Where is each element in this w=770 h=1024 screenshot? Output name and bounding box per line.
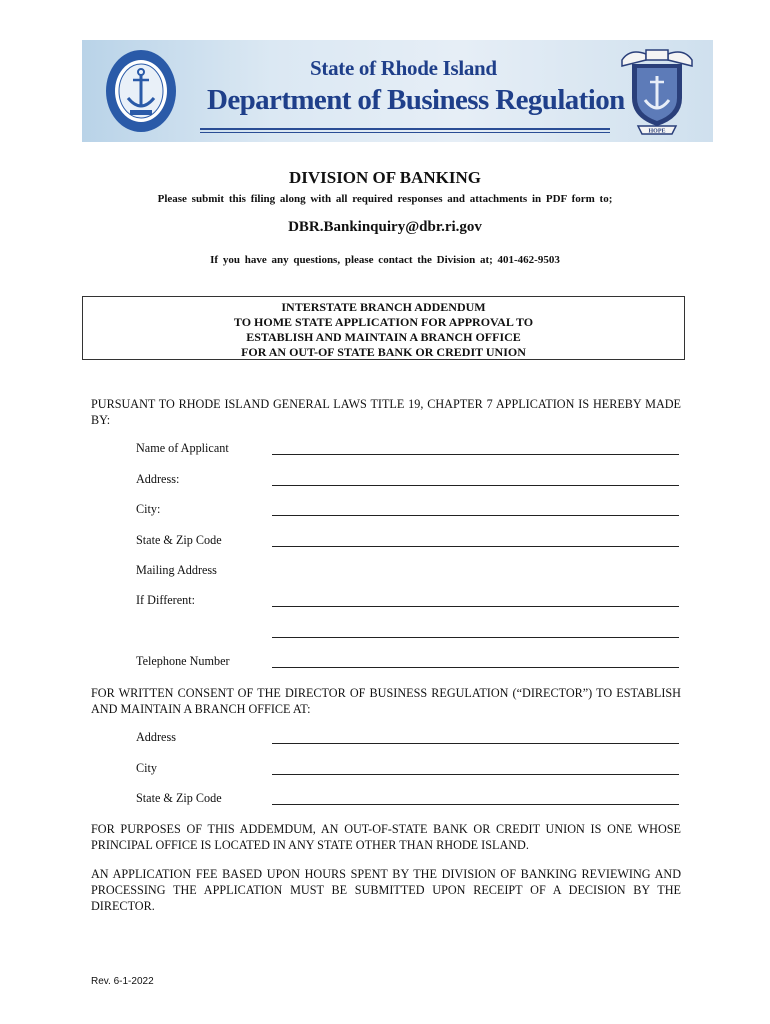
addendum-line-1: INTERSTATE BRANCH ADDENDUM — [281, 300, 486, 314]
revision-date: Rev. 6-1-2022 — [91, 976, 154, 987]
addendum-title-box — [82, 296, 685, 360]
addendum-line-4: FOR AN OUT-OF STATE BANK OR CREDIT UNION — [241, 345, 526, 359]
submission-email: DBR.Bankinquiry@dbr.ri.gov — [288, 219, 482, 235]
applicant-city-field[interactable] — [272, 515, 679, 516]
branch-city-field[interactable] — [272, 774, 679, 775]
applicant-name-field[interactable] — [272, 454, 679, 455]
branch-state-zip-field[interactable] — [272, 804, 679, 805]
contact-line: If you have any questions, please contact the Division at; 401-462-9503 — [210, 254, 560, 266]
branch-state-zip-label: State & Zip Code — [136, 791, 222, 805]
consent-paragraph: FOR WRITTEN CONSENT OF THE DIRECTOR OF BUSINESS REGULATION (“DIRECTOR”) TO ESTABLISH AND MAINTAIN A BRANCH OFFICE AT: — [91, 686, 681, 716]
department-seal-icon — [104, 48, 178, 134]
applicant-state-zip-field[interactable] — [272, 546, 679, 547]
if-different-label: If Different: — [136, 593, 195, 607]
applicant-address-field[interactable] — [272, 485, 679, 486]
branch-address-field[interactable] — [272, 743, 679, 744]
addendum-line-2: TO HOME STATE APPLICATION FOR APPROVAL TO — [233, 315, 534, 329]
department-title: Department of Business Regulation — [207, 84, 625, 116]
branch-city-label: City — [136, 761, 157, 775]
addendum-line-3: ESTABLISH AND MAINTAIN A BRANCH OFFICE — [246, 330, 521, 344]
submit-instruction: Please submit this filing along with all required responses and attachments in PDF form to; — [157, 193, 613, 205]
branch-address-label: Address — [136, 730, 176, 744]
fee-paragraph: AN APPLICATION FEE BASED UPON HOURS SPENT BY THE DIVISION OF BANKING REVIEWING AND PROCESSING THE APPLICATION MUST BE SUBMITTED UPON RECEIPT OF A DECISION BY THE DIRECTOR. — [91, 867, 681, 913]
banner-rule — [200, 128, 610, 130]
state-shield-icon — [616, 46, 698, 136]
banner-rule-thin — [200, 132, 610, 133]
mailing-address-field-1[interactable] — [272, 606, 679, 607]
applicant-city-label: City: — [136, 502, 161, 516]
state-title: State of Rhode Island — [310, 56, 497, 80]
pursuant-paragraph: PURSUANT TO RHODE ISLAND GENERAL LAWS TITLE 19, CHAPTER 7 APPLICATION IS HEREBY MADE BY: — [91, 397, 681, 427]
applicant-address-label: Address: — [136, 472, 180, 486]
applicant-name-label: Name of Applicant — [136, 441, 229, 455]
division-title: DIVISION OF BANKING — [288, 168, 482, 187]
applicant-state-zip-label: State & Zip Code — [136, 533, 222, 547]
mailing-address-label: Mailing Address — [136, 563, 217, 577]
hope-motto: HOPE — [648, 128, 666, 135]
telephone-field[interactable] — [272, 667, 679, 668]
header-banner — [82, 40, 713, 142]
purposes-paragraph: FOR PURPOSES OF THIS ADDEMDUM, AN OUT-OF-STATE BANK OR CREDIT UNION IS ONE WHOSE PRINCIPAL OFFICE IS LOCATED IN ANY STATE OTHER THAN RHODE ISLAND. — [91, 822, 681, 852]
telephone-label: Telephone Number — [136, 654, 230, 668]
mailing-address-field-2[interactable] — [272, 637, 679, 638]
